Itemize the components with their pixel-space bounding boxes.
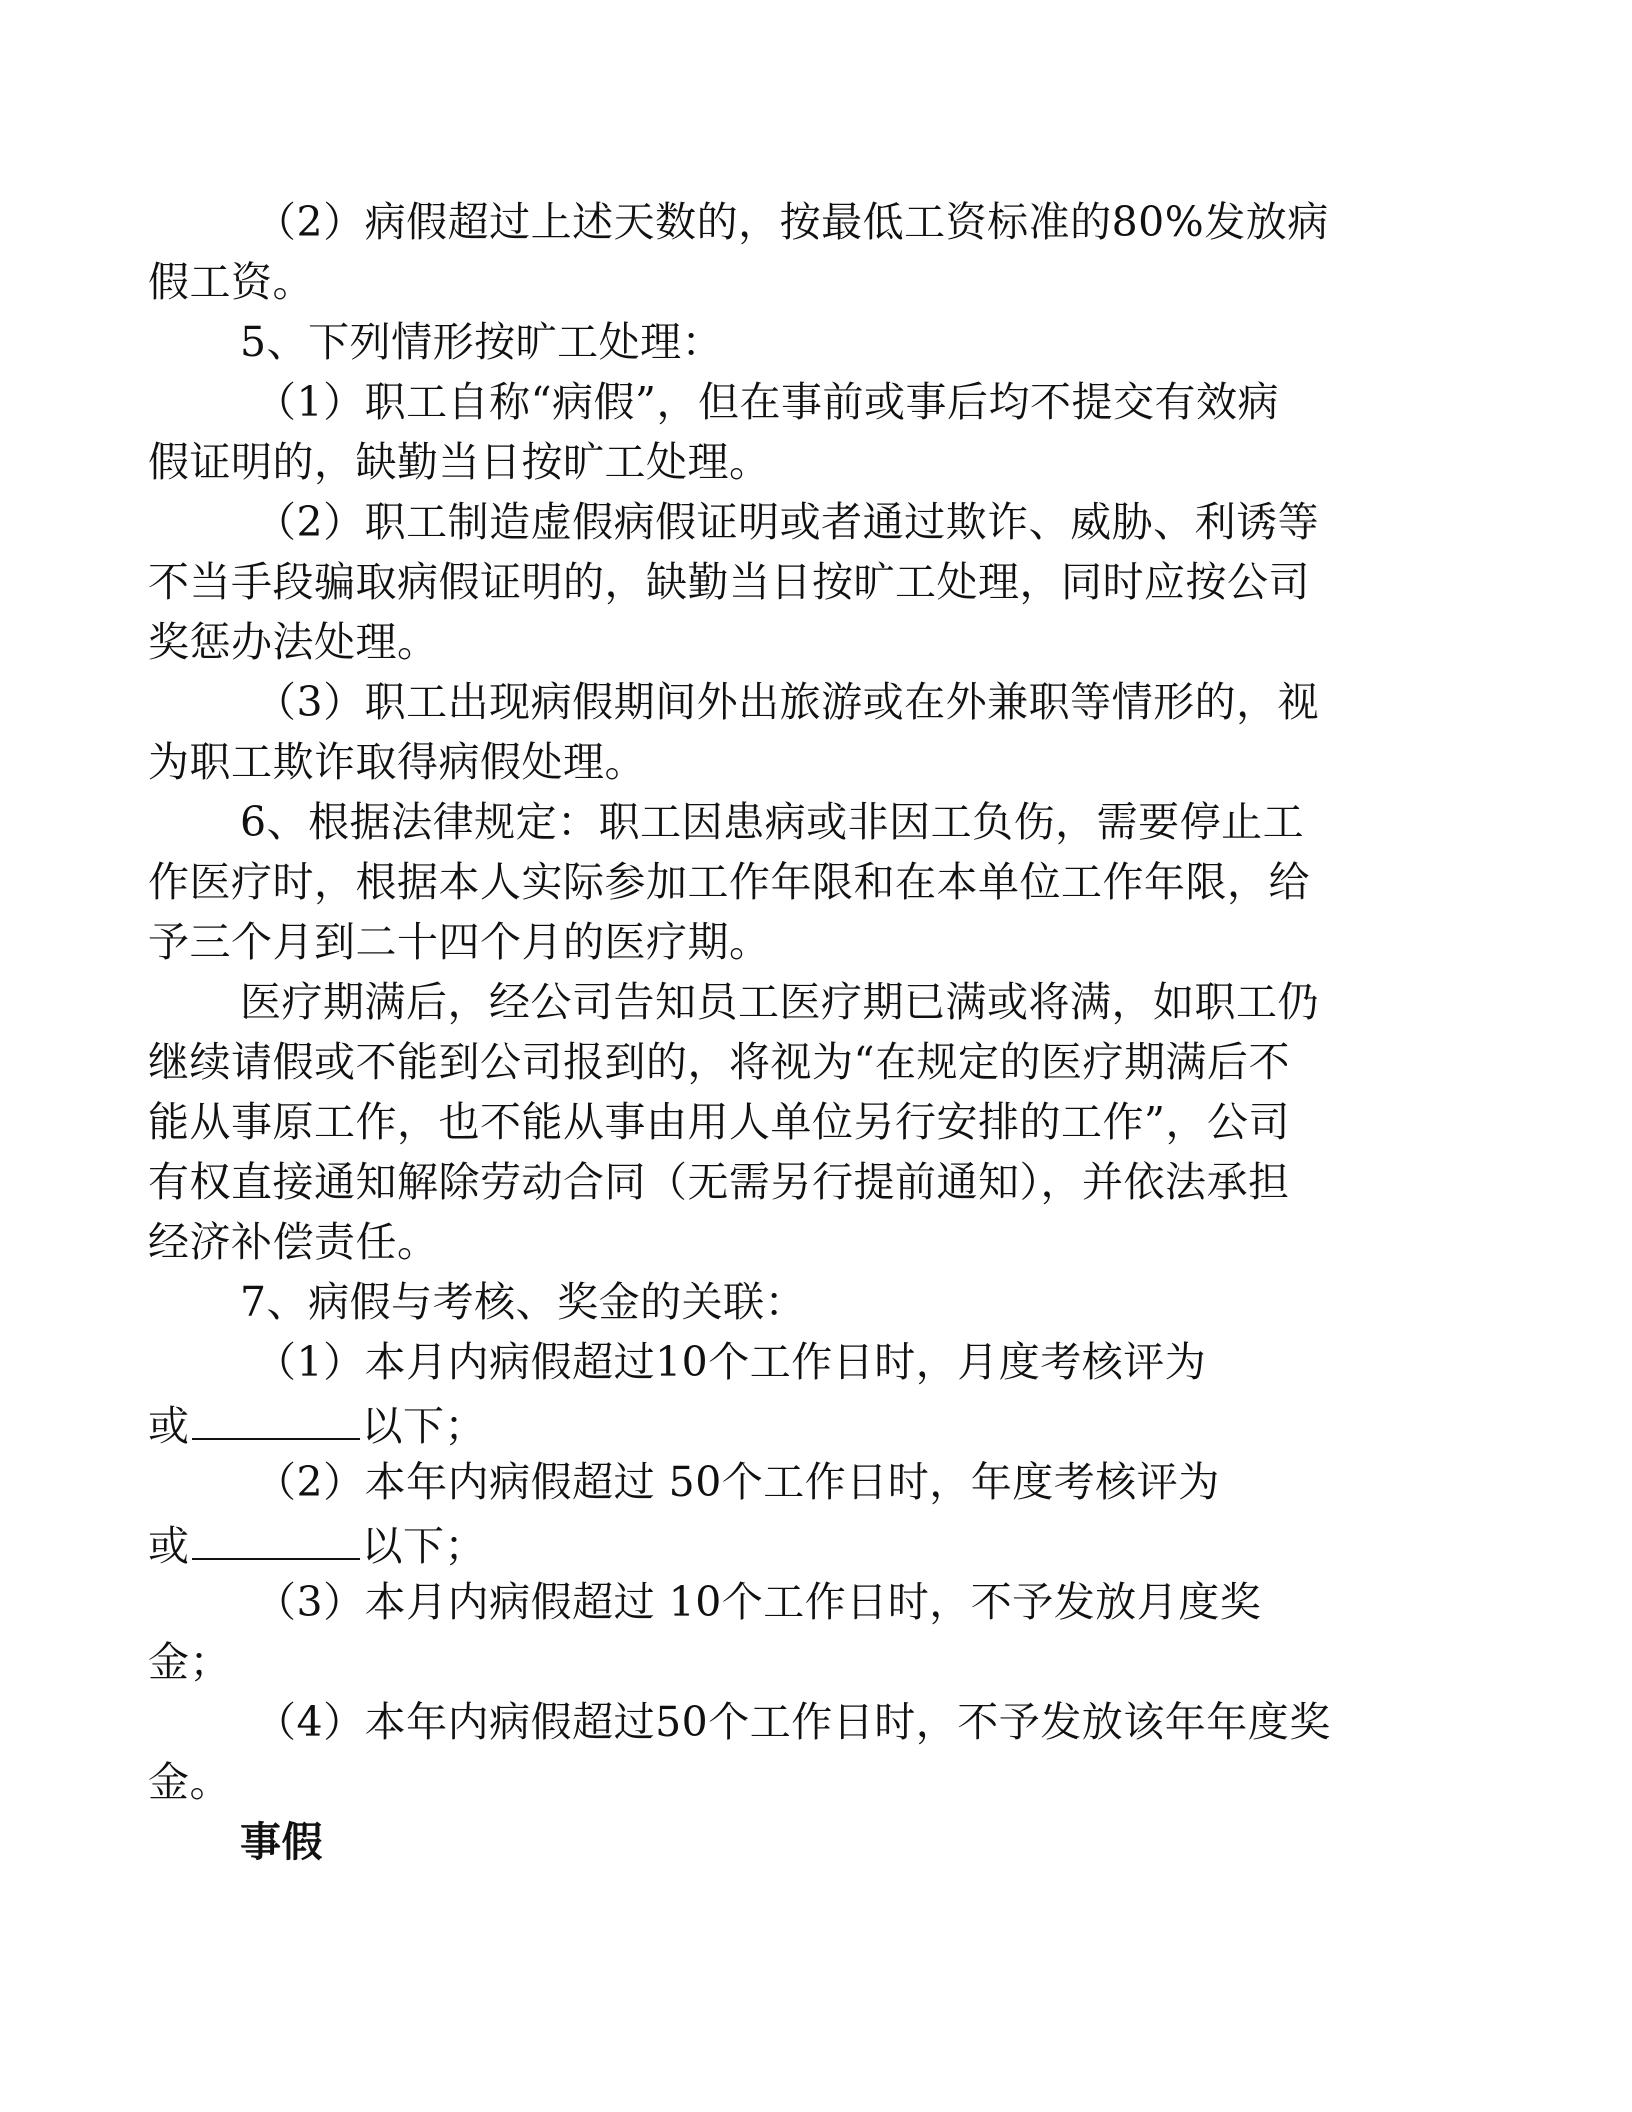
section-heading-6: 6、根据法律规定：职工因患病或非因工负伤，需要停止工 — [240, 798, 1305, 846]
fill-in-line — [148, 1522, 486, 1570]
suffix-text: 以下； — [361, 1522, 486, 1570]
paragraph-line: 金； — [148, 1638, 231, 1686]
prefix-text: 或 — [148, 1402, 190, 1450]
paragraph-line: 继续请假或不能到公司报到的，将视为“在规定的医疗期满后不 — [148, 1038, 1290, 1086]
paragraph-line: 金。 — [148, 1758, 231, 1806]
paragraph-line: （4）本年内病假超过50个工作日时，不予发放该年年度奖 — [255, 1698, 1331, 1746]
paragraph-line: 假证明的，缺勤当日按旷工处理。 — [148, 438, 771, 486]
blank-field — [192, 1522, 360, 1560]
prefix-text: 或 — [148, 1522, 190, 1570]
paragraph-line: 不当手段骗取病假证明的，缺勤当日按旷工处理，同时应按公司 — [148, 558, 1310, 606]
paragraph-line: （2）本年内病假超过 50个工作日时，年度考核评为 — [255, 1458, 1220, 1506]
paragraph-line: （3）本月内病假超过 10个工作日时，不予发放月度奖 — [255, 1578, 1262, 1626]
section-heading-5: 5、下列情形按旷工处理： — [240, 318, 724, 366]
paragraph-line: 予三个月到二十四个月的医疗期。 — [148, 918, 771, 966]
paragraph-line: （1）本月内病假超过10个工作日时，月度考核评为 — [255, 1338, 1207, 1386]
section-heading-7: 7、病假与考核、奖金的关联： — [240, 1278, 807, 1326]
blank-field — [192, 1402, 360, 1440]
paragraph-line: 为职工欺诈取得病假处理。 — [148, 738, 646, 786]
paragraph-line: 医疗期满后，经公司告知员工医疗期已满或将满，如职工仍 — [240, 978, 1319, 1026]
paragraph-line: 作医疗时，根据本人实际参加工作年限和在本单位工作年限，给 — [148, 858, 1310, 906]
fill-in-line — [148, 1402, 486, 1450]
suffix-text: 以下； — [361, 1402, 486, 1450]
paragraph-line: 假工资。 — [148, 258, 314, 306]
paragraph-line: （1）职工自称“病假”，但在事前或事后均不提交有效病 — [255, 378, 1280, 426]
paragraph-line: （3）职工出现病假期间外出旅游或在外兼职等情形的，视 — [255, 678, 1320, 726]
paragraph-line: 能从事原工作，也不能从事由用人单位另行安排的工作”，公司 — [148, 1098, 1290, 1146]
paragraph-line: （2）病假超过上述天数的，按最低工资标准的80%发放病 — [255, 198, 1329, 246]
paragraph-line: 有权直接通知解除劳动合同（无需另行提前通知），并依法承担 — [148, 1158, 1290, 1206]
paragraph-line: 经济补偿责任。 — [148, 1218, 439, 1266]
paragraph-line: 奖惩办法处理。 — [148, 618, 439, 666]
section-title-personal-leave: 事假 — [240, 1818, 323, 1866]
paragraph-line: （2）职工制造虚假病假证明或者通过欺诈、威胁、利诱等 — [255, 498, 1320, 546]
